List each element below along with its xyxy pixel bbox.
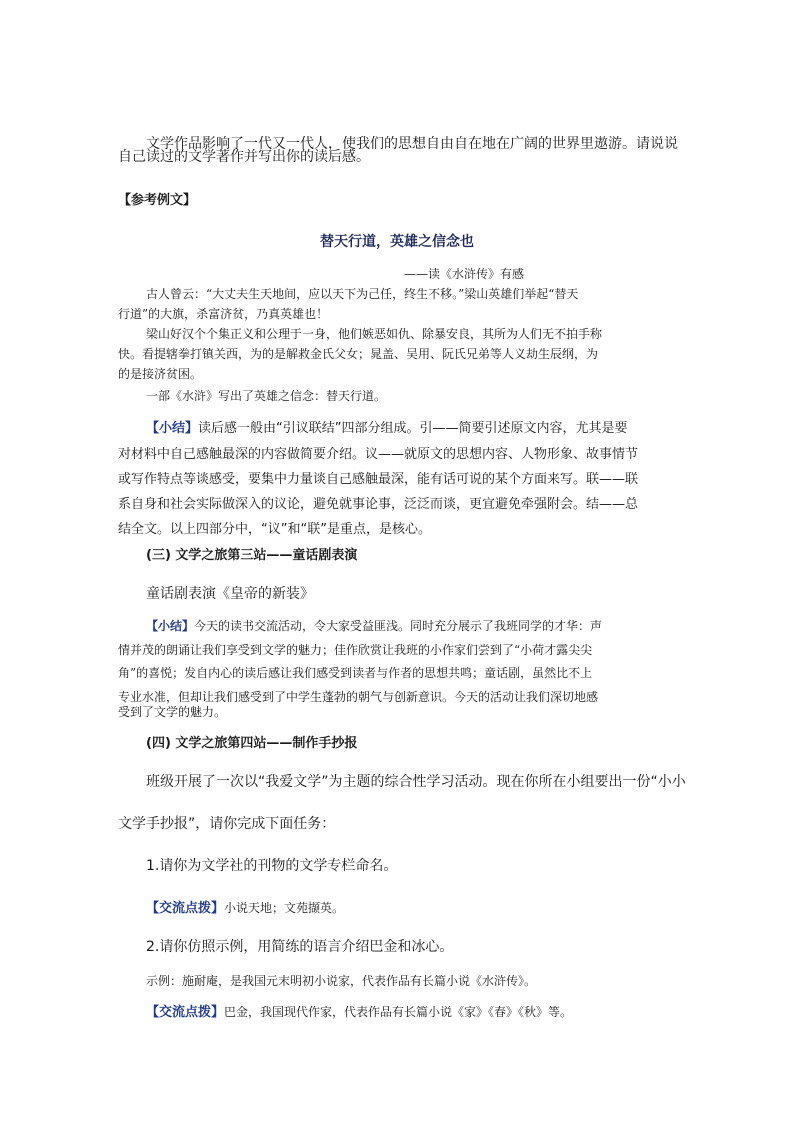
answer-2-text: 巴金，我国现代作家，代表作品有长篇小说《家》《春》《秋》等。 [224,1005,573,1019]
question-2: 2.请你仿照示例，用简练的语言介绍巴金和冰心。 [146,939,454,955]
question-1: 1.请你为文学社的刊物的文学专栏命名。 [146,858,398,874]
answer-2 [146,1003,572,1022]
summary2-text1: 今天的读书交流活动，令大家受益匪浅。同时充分展示了我班同学的才华：声 [194,619,603,633]
summary1-line1 [146,420,628,438]
section3-heading: (三) 文学之旅第三站——童话剧表演 [146,548,358,563]
summary1-line4: 系自身和社会实际做深入的议论，避免就事论事，泛泛而谈，更宜避免牵强附会。结——总 [118,497,639,512]
summary2-line4: 专业水准，但却让我们感受到了中学生蓬勃的朝气与创新意识。今天的活动让我们深切地感 [118,690,599,704]
answer-2-tag: 【交流点拨】 [146,1005,225,1020]
essay-p2-line2: 快。看提辖拳打镇关西，为的是解救金氏父女；晁盖、吴用、阮氏兄弟等人义劫生辰纲，为 [118,347,599,361]
summary1-tag: 【小结】 [146,421,199,436]
essay-subtitle: ——读《水浒传》有感 [404,267,525,281]
summary2-line2: 情并茂的朗诵让我们享受到文学的魅力；佳作欣赏让我班的小作家们尝到了“小荷才露尖尖 [118,643,593,657]
section4-heading: (四) 文学之旅第四站——制作手抄报 [146,736,358,751]
essay-p1-line1: 古人曾云：“大丈夫生天地间，应以天下为己任，终生不移。”梁山英雄们举起“替天 [146,287,579,301]
answer-1-text: 小说天地；文苑撷英。 [224,901,345,915]
section4-intro-line1: 班级开展了一次以“我爱文学”为主题的综合性学习活动。现在你所在小组要出一份“小小 [146,774,686,790]
essay-p2-line1: 梁山好汉个个集正义和公理于一身，他们嫉恶如仇、除暴安良，其所为人们无不拍手称 [146,327,603,341]
summary2-line5: 受到了文学的魅力。 [118,705,227,719]
essay-title: 替天行道，英雄之信念也 [320,234,474,250]
reference-heading: 【参考例文】 [118,193,197,208]
summary1-text1: 读后感一般由“引议联结”四部分组成。引——简要引述原文内容，尤其是要 [198,421,628,436]
answer-1 [146,899,344,918]
essay-p2-line3: 的是接济贫困。 [118,367,203,381]
answer-1-tag: 【交流点拨】 [146,901,225,916]
summary1-line2: 对材料中自己感触最深的内容做简要介绍。议——就原文的思想内容、人物形象、故事情节 [118,447,639,462]
intro-line-1: 文学作品影响了一代又一代人，使我们的思想自由自在地在广阔的世界里遨游。请说说 [146,136,678,152]
intro-line-2: 自己读过的文学著作并写出你的读后感。 [118,149,370,165]
summary2-tag: 【小结】 [146,619,195,633]
essay-p3: 一部《水浒》写出了英雄之信念：替天行道。 [146,389,387,403]
section3-subheading: 童话剧表演《皇帝的新装》 [146,586,314,602]
summary1-line3: 或写作特点等谈感受，要集中力量谈自己感触最深，能有话可说的某个方面来写。联——联 [118,472,639,487]
example-text: 示例：施耐庵，是我国元末明初小说家，代表作品有长篇小说《水浒传》。 [146,974,537,988]
essay-p1-line2: 行道”的大旗，杀富济贫，乃真英雄也！ [118,307,329,321]
summary2-line1 [146,617,602,635]
summary2-line3: 角”的喜悦；发自内心的读后感让我们感受到读者与作者的思想共鸣；童话剧，虽然比不上 [118,666,593,680]
section4-intro-line2: 文学手抄报”，请你完成下面任务： [118,816,336,832]
summary1-line5: 结全文。以上四部分中，“议”和“联”是重点，是核心。 [118,522,431,537]
